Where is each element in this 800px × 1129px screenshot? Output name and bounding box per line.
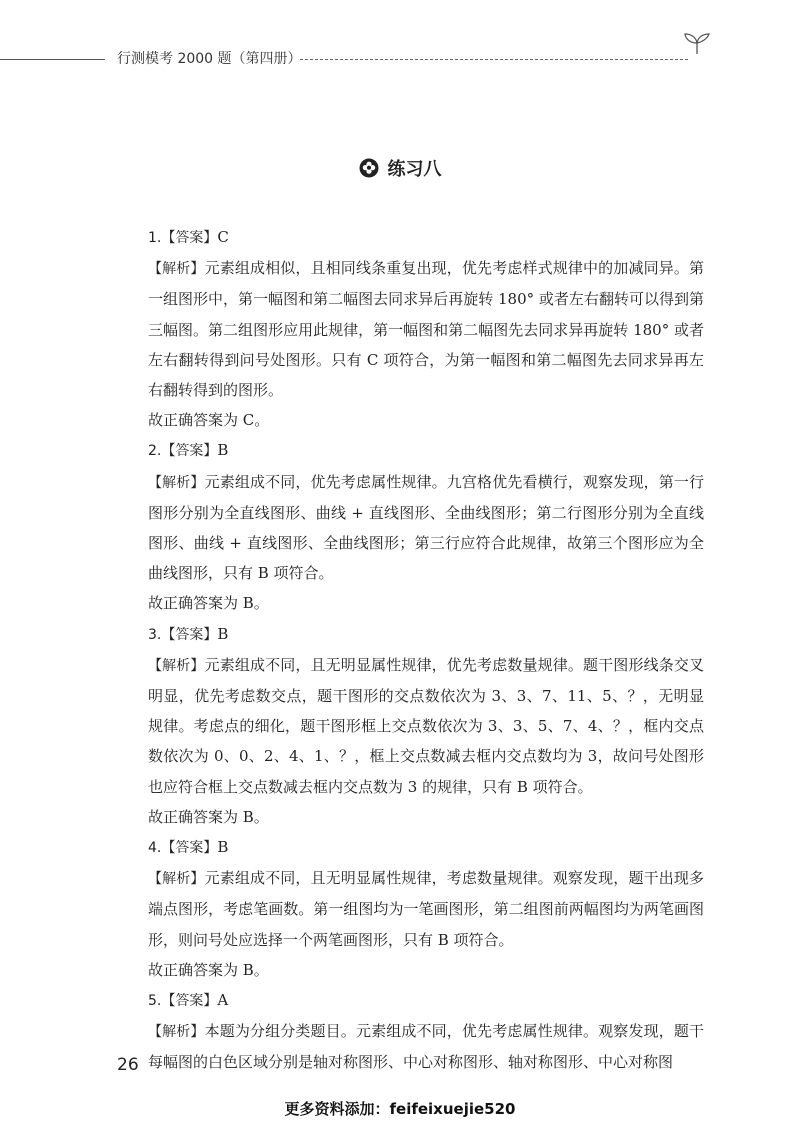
analysis-paragraph: 【解析】本题为分组分类题目。元素组成不同，优先考虑属性规律。观察发现，题干每幅图的白色区域分别是轴对称图形、中心对称图形、轴对称图形、中心对称图 [148, 1022, 704, 1072]
analysis-paragraph: 【解析】元素组成不同，且无明显属性规律，考虑数量规律。观察发现，题干出现多端点图形，考虑笔画数。第一组图均为一笔画图形，第二组图前两幅图均为两笔画图形，则问号处应选择一个两笔画图形，只有 B 项符合。 [148, 869, 704, 949]
analysis-paragraph: 【解析】元素组成相似，且相同线条重复出现，优先考虑样式规律中的加减同异。第一组图形中，第一幅图和第二幅图去同求异后再旋转 180° 或者左右翻转可以得到第三幅图。第二组图形应用此规律，第一幅图和第二幅图先去同求异再旋转 180° 或者左右翻转得到问号处图形。只有 C 项符合，为第一幅图和第二幅图先去同求异再左右翻转得到的图形。 [148, 259, 704, 400]
answer-line: 4.【答案】B [148, 838, 229, 857]
header-rule-right [300, 59, 688, 60]
answer-content [118, 222, 704, 1078]
answer-line: 3.【答案】B [148, 624, 229, 643]
footer-note: 更多资料添加：feifeixuejie520 [284, 1100, 516, 1118]
flower-icon [359, 158, 379, 178]
section-heading [0, 155, 800, 182]
running-header [0, 48, 720, 68]
answer-line: 1.【答案】C [148, 228, 229, 246]
conclusion-line: 故正确答案为 B。 [148, 807, 269, 826]
page-number: 26 [117, 1055, 139, 1075]
analysis-paragraph: 【解析】元素组成不同，且无明显属性规律，优先考虑数量规律。题干图形线条交叉明显，优先考虑数交点，题干图形的交点数依次为 3、3、7、11、5、？，无明显规律。考虑点的细化，题干图形框上交点数依次为 3、3、5、7、4、？，框内交点数依次为 0、0、2、4、1、？，框上交点数减去框内交点数均为 3，故问号处图形也应符合框上交点数减去框内交点数为 3 的规律，只有 B 项符合。 [148, 655, 704, 796]
answer-line: 5.【答案】A [148, 991, 229, 1010]
section-title: 练习八 [387, 159, 442, 180]
sprout-icon [682, 32, 712, 54]
conclusion-line: 故正确答案为 B。 [148, 594, 269, 613]
analysis-paragraph: 【解析】元素组成不同，优先考虑属性规律。九宫格优先看横行，观察发现，第一行图形分别为全直线图形、曲线 + 直线图形、全曲线图形；第二行图形分别为全直线图形、曲线 + 直线图形、全曲线图形；第三行应符合此规律，故第三个图形应为全曲线图形，只有 B 项符合。 [148, 472, 704, 583]
header-title: 行测模考 2000 题（第四册） [117, 51, 302, 67]
answer-line: 2.【答案】B [148, 441, 229, 460]
conclusion-line: 故正确答案为 B。 [148, 960, 269, 979]
header-rule-left [0, 59, 105, 60]
conclusion-line: 故正确答案为 C。 [148, 411, 270, 430]
